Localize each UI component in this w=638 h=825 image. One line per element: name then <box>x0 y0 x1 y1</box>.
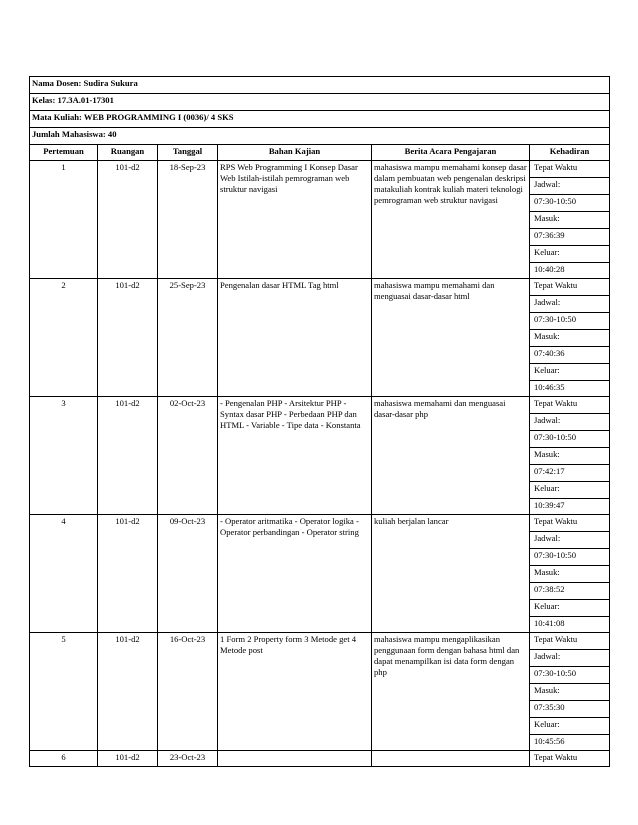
session-row <box>30 161 610 178</box>
session-number: 2 <box>30 279 98 397</box>
session-row <box>30 751 610 767</box>
attendance-cell: 07:36:39 <box>530 229 610 246</box>
session-date: 23-Oct-23 <box>158 751 218 767</box>
attendance-cell: Masuk: <box>530 212 610 229</box>
attendance-cell: 10:39:47 <box>530 499 610 515</box>
attendance-table <box>29 76 610 767</box>
attendance-cell: Jadwal: <box>530 296 610 313</box>
col-header-pertemuan: Pertemuan <box>30 145 98 161</box>
session-date: 18-Sep-23 <box>158 161 218 279</box>
attendance-cell: 07:30-10:50 <box>530 549 610 566</box>
course-material: 1 Form 2 Property form 3 Metode get 4 Metode post <box>218 633 372 751</box>
session-date: 16-Oct-23 <box>158 633 218 751</box>
session-number: 4 <box>30 515 98 633</box>
session-row <box>30 279 610 296</box>
attendance-cell: 07:35:30 <box>530 701 610 718</box>
attendance-cell: 07:30-10:50 <box>530 431 610 448</box>
attendance-cell: 07:30-10:50 <box>530 667 610 684</box>
teaching-report: mahasiswa mampu mengaplikasikan penggunaan form dengan bahasa html dan dapat menampilkan isi data form dengan php <box>372 633 530 751</box>
teaching-report: kuliah berjalan lancar <box>372 515 530 633</box>
attendance-cell: Masuk: <box>530 330 610 347</box>
attendance-cell: 10:41:08 <box>530 617 610 633</box>
attendance-cell: Keluar: <box>530 600 610 617</box>
teaching-report: mahasiswa memahami dan menguasai dasar-dasar php <box>372 397 530 515</box>
session-number: 3 <box>30 397 98 515</box>
teaching-report <box>372 751 530 767</box>
course-material: - Pengenalan PHP - Arsitektur PHP - Syntax dasar PHP - Perbedaan PHP dan HTML - Variable - Tipe data - Konstanta <box>218 397 372 515</box>
attendance-cell: Tepat Waktu <box>530 515 610 532</box>
room: 101-d2 <box>98 397 158 515</box>
student-count: Jumlah Mahasiswa: 40 <box>30 128 610 145</box>
col-header-ruangan: Ruangan <box>98 145 158 161</box>
room: 101-d2 <box>98 279 158 397</box>
attendance-cell: Tepat Waktu <box>530 279 610 296</box>
attendance-cell: 07:40:36 <box>530 347 610 364</box>
attendance-cell: Masuk: <box>530 684 610 701</box>
attendance-cell: 07:42:17 <box>530 465 610 482</box>
room: 101-d2 <box>98 751 158 767</box>
attendance-cell: Masuk: <box>530 566 610 583</box>
session-date: 02-Oct-23 <box>158 397 218 515</box>
attendance-cell: 10:45:56 <box>530 735 610 751</box>
attendance-cell: Tepat Waktu <box>530 397 610 414</box>
course-material <box>218 751 372 767</box>
attendance-cell: 07:38:52 <box>530 583 610 600</box>
course-material: Pengenalan dasar HTML Tag html <box>218 279 372 397</box>
attendance-cell: Keluar: <box>530 718 610 735</box>
attendance-cell: Tepat Waktu <box>530 633 610 650</box>
col-header-kehadiran: Kehadiran <box>530 145 610 161</box>
session-date: 25-Sep-23 <box>158 279 218 397</box>
attendance-cell: Jadwal: <box>530 532 610 549</box>
room: 101-d2 <box>98 515 158 633</box>
session-date: 09-Oct-23 <box>158 515 218 633</box>
session-number: 5 <box>30 633 98 751</box>
teaching-report: mahasiswa mampu memahami konsep dasar dalam pembuatan web pengenalan deskripsi matakuliah kontrak kuliah materi teknologi pemrograman web struktur navigasi <box>372 161 530 279</box>
attendance-cell: Keluar: <box>530 482 610 499</box>
room: 101-d2 <box>98 633 158 751</box>
room: 101-d2 <box>98 161 158 279</box>
attendance-cell: Masuk: <box>530 448 610 465</box>
attendance-cell: 07:30-10:50 <box>530 313 610 330</box>
session-row <box>30 633 610 650</box>
attendance-cell: Keluar: <box>530 246 610 263</box>
col-header-tanggal: Tanggal <box>158 145 218 161</box>
session-number: 1 <box>30 161 98 279</box>
attendance-cell: Keluar: <box>530 364 610 381</box>
teaching-report: mahasiswa mampu memahami dan menguasai dasar-dasar html <box>372 279 530 397</box>
table-header <box>30 145 610 161</box>
lecturer-name: Nama Dosen: Sudira Sukura <box>30 77 610 94</box>
attendance-cell: 10:46:35 <box>530 381 610 397</box>
col-header-bahan-kajian: Bahan Kajian <box>218 145 372 161</box>
course-material: - Operator aritmatika - Operator logika - Operator perbandingan - Operator string <box>218 515 372 633</box>
session-number: 6 <box>30 751 98 767</box>
attendance-cell: 07:30-10:50 <box>530 195 610 212</box>
session-row <box>30 397 610 414</box>
attendance-cell: Jadwal: <box>530 650 610 667</box>
attendance-cell: Tepat Waktu <box>530 751 610 767</box>
attendance-cell: 10:40:28 <box>530 263 610 279</box>
attendance-cell: Jadwal: <box>530 178 610 195</box>
attendance-cell: Jadwal: <box>530 414 610 431</box>
course-material: RPS Web Programming I Konsep Dasar Web Istilah-istilah pemrograman web struktur navigasi <box>218 161 372 279</box>
class-code: Kelas: 17.3A.01-17301 <box>30 94 610 111</box>
col-header-berita-acara: Berita Acara Pengajaran <box>372 145 530 161</box>
session-row <box>30 515 610 532</box>
course-name: Mata Kuliah: WEB PROGRAMMING I (0036)/ 4 SKS <box>30 111 610 128</box>
attendance-cell: Tepat Waktu <box>530 161 610 178</box>
